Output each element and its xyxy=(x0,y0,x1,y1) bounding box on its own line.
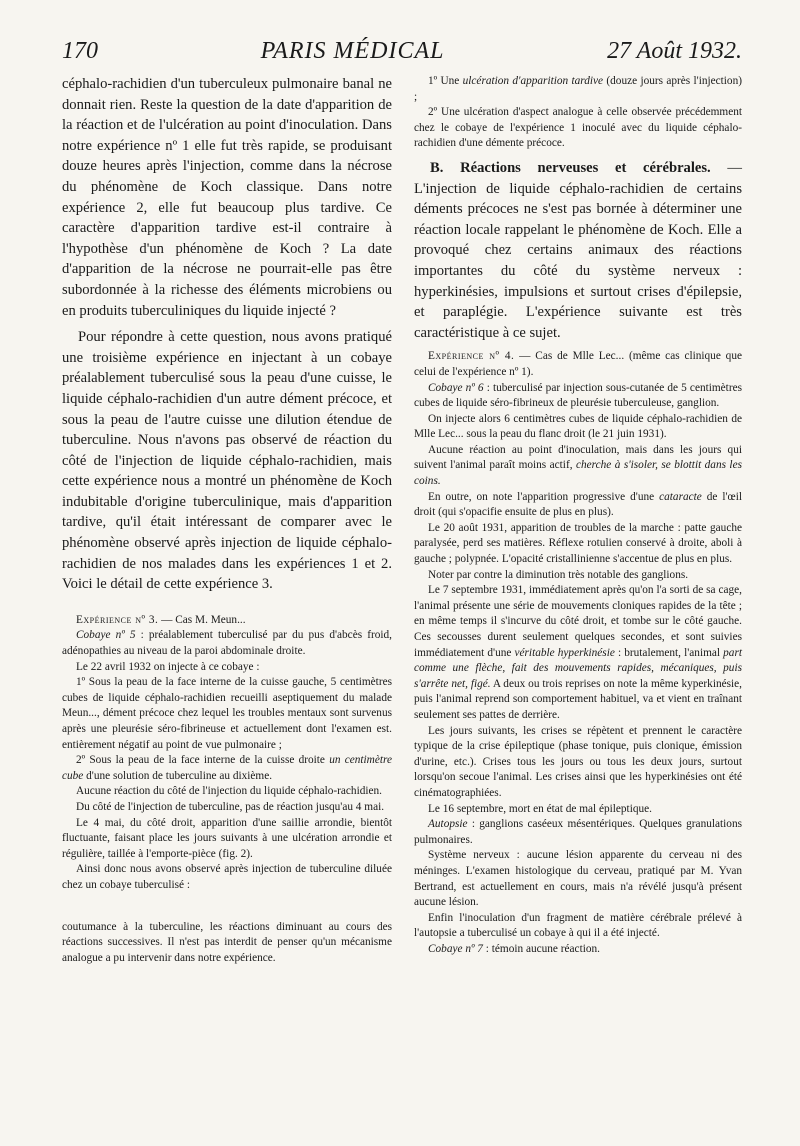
exp3-text-1: Le 22 avril 1932 on injecte à ce cobaye : xyxy=(76,660,260,673)
right-column xyxy=(414,74,742,966)
exp3-text-6: Le 4 mai, du côté droit, apparition d'une saillie arrondie, bientôt fluctuante, faisant place les jours suivants à une ulcération arrondie et régulière, taillée à l'emporte-pièce (fig. 2). xyxy=(62,816,392,860)
left-paragraph-1: céphalo-rachidien d'un tuberculeux pulmonaire banal ne donnait rien. Reste la question de la date d'apparition de la réaction et de l'ulcération au point d'inoculation. Dans notre expérience nº 1 elle fut très rapide, se produisant douze heures après l'injection, comme dans la nécrose du phénomène de Koch classique. Dans notre expérience 2, elle fut beaucoup plus tardive. Ce caractère d'apparition tardive est-il contraire à l'hypothèse d'un phénomène de Koch ? La date d'apparition de la nécrose ne pourrait-elle pas être subordonnée à la richesse des éléments microbiens ou en produits tuberculiniques du liquide injecté ? xyxy=(62,76,392,319)
autopsie-text: : ganglions caséeux mésentériques. Quelques granulations pulmonaires. xyxy=(414,818,742,846)
autopsie-label: Autopsie xyxy=(428,818,468,831)
exp4-text-8: Le 16 septembre, mort en état de mal épileptique. xyxy=(428,802,652,815)
exp4-text-6-emph1: véritable hyperkinésie xyxy=(514,646,615,659)
page-header xyxy=(62,38,742,72)
result-2: 2º Une ulcération d'aspect analogue à celle observée précédemment chez le cobaye de l'expérience 1 inoculé avec du liquide céphalo-rachidien d'une démente précoce. xyxy=(414,106,742,150)
exp3-text-3b: d'une solution de tuberculine au dixième. xyxy=(83,769,273,782)
experience-3-case: — Cas M. Meun... xyxy=(158,613,246,626)
experience-3-block xyxy=(62,613,392,966)
left-column xyxy=(62,74,392,966)
exp4-text-2a: Aucune réaction au point d'inoculation, mais dans les jours qui suivent l'animal paraît moins actif, xyxy=(414,443,742,472)
cobaye-5-text: : préalablement tuberculisé par du pus d'abcès froid, adénopathies au niveau de la paroi abdominale droite. xyxy=(62,629,392,658)
exp4-text-3-emph: cataracte xyxy=(659,490,702,503)
exp4-text-5: Noter par contre la diminution très notable des ganglions. xyxy=(428,568,689,581)
experience-4-case: — Cas de Mlle Lec... (même cas clinique que celui de l'expérience nº 1). xyxy=(414,350,742,378)
cobaye-7-label: Cobaye nº 7 xyxy=(428,942,483,955)
exp4-text-11: Enfin l'inoculation d'un fragment de matière cérébrale prélevé à l'autopsie a tuberculisé un cobaye à qui il a été injecté. xyxy=(414,911,742,940)
exp3-text-5: Du côté de l'injection de tuberculine, pas de réaction jusqu'au 4 mai. xyxy=(76,800,385,813)
exp4-text-4: Le 20 août 1931, apparition de troubles de la marche : patte gauche paralysée, perd ses matières. Réflexe rotulien conservé à droite, aboli à gauche ; polypnée. L'opacité cristallinienne s'accentue de plus en plus. xyxy=(414,521,742,566)
exp3-text-7: Ainsi donc nous avons observé après injection de tuberculine diluée chez un cobaye tuberculisé : xyxy=(62,863,392,891)
cobaye-5-label: Cobaye nº 5 xyxy=(76,629,136,642)
issue-date: 27 Août 1932. xyxy=(607,38,742,64)
result-1b: (douze jours après l'injection) ; xyxy=(414,75,742,103)
section-b-heading: B. Réactions nerveuses et cérébrales. xyxy=(430,159,711,176)
exp4-text-10: Système nerveux : aucune lésion apparente du cerveau ni des méninges. L'examen histologique du cerveau, pratiqué par M. Yvan Bertrand, est actuellement en cours, mais n'a révélé jusqu'à présent aucune lésion. xyxy=(414,849,742,909)
exp3-text-4: Aucune réaction du côté de l'injection du liquide céphalo-rachidien. xyxy=(76,785,382,798)
result-1-emph: ulcération d'apparition tardive xyxy=(462,75,604,87)
exp4-text-3b: de l'œil droit (qui s'opacifie ensuite de plus en plus). xyxy=(414,490,742,519)
page-number: 170 xyxy=(62,38,98,64)
result-1a: 1º Une xyxy=(428,75,463,87)
exp4-text-1: On injecte alors 6 centimètres cubes de liquide céphalo-rachidien de Mlle Lec... sous la peau du flanc droit (le 21 juin 1931). xyxy=(414,412,742,441)
exp4-text-6a: Le 7 septembre 1931, immédiatement après qu'on l'a sorti de sa cage, l'animal présente une série de mouvements cloniques rapides de la tête ; en même temps il s'incurve du côté droit, et tombe sur le côté gauche. Ces secousses durent seulement quelques secondes, et sont suivies immédiatement d'une xyxy=(414,584,742,659)
exp4-text-3a: En outre, on note l'apparition progressive d'une xyxy=(428,490,660,503)
exp3-text-2: 1º Sous la peau de la face interne de la cuisse gauche, 5 centimètres cubes de liquide céphalo-rachidien recueilli aseptiquement du malade Meun..., dément précoce chez lequel les troubles mentaux sont survenus après une pleurésie séro-fibrineuse et actuellement dont l'examen est. entièrement négatif au point de vue pulmonaire ; xyxy=(62,676,392,751)
experience-4-block xyxy=(414,349,742,957)
journal-title: PARIS MÉDICAL xyxy=(260,38,445,64)
cobaye-7-text: : témoin aucune réaction. xyxy=(482,942,600,955)
journal-page xyxy=(62,38,742,966)
experience-4-label: Expérience nº 4. xyxy=(428,350,515,363)
experience-3-label: Expérience nº 3. xyxy=(76,613,159,626)
exp4-text-6-emph2: part comme une flèche, fait des mouvements rapides, mécaniques, puis s'arrête net, figé. xyxy=(414,646,742,690)
exp4-text-7: Les jours suivants, les crises se répètent et prennent le caractère typique de la crise épileptique (phase tonique, puis clonique, émission d'urine, etc.). Crises tous les jours ou tous les deux jours, surtout lorsqu'on secoue l'animal. Les crises ainsi que les hyperkinésies ont été cinématographiées. xyxy=(414,724,742,799)
cobaye-6-label: Cobaye nº 6 xyxy=(428,381,484,394)
footnote-continuation: coutumance à la tuberculine, les réactions diminuant au cours des réactions successives. Il n'est pas interdit de penser qu'un mécanisme analogue a pu intervenir dans notre expérience. xyxy=(62,920,392,964)
cobaye-6-text: : tuberculisé par injection sous-cutanée de 5 centimètres cubes de liquide séro-fibrineux de pleurésie tuberculeuse, ganglion. xyxy=(414,381,742,410)
two-column-body xyxy=(62,74,742,966)
exp4-text-6c: A deux ou trois reprises on note la même kyperkinésie, puis l'animal reprend son comportement habituel, va et vient en traînant seulement ses pattes de derrière. xyxy=(414,677,742,721)
exp4-text-2-emph: cherche à s'isoler, se blottit dans les coins. xyxy=(414,459,742,488)
left-paragraph-2: Pour répondre à cette question, nous avons pratiqué une troisième expérience en injectant à un cobaye préalablement tuberculisé sous la peau d'une cuisse, le liquide céphalo-rachidien d'un autre dément précoce, et sous la peau de l'autre cuisse une dilution étendue de tuberculine. Nous n'avons pas observé de réaction du côté de l'injection de liquide céphalo-rachidien, mais cette expérience nous a montré un phénomène de Koch indubitable d'origine tuberculinique, mais d'apparition tardive, qu'il était intéressant de comparer avec le phénomène observé après injection de liquide céphalo-rachidien de nos malades dans les expériences 1 et 2. Voici le détail de cette expérience 3. xyxy=(62,329,392,593)
exp3-text-3-emph: un centimètre cube xyxy=(62,754,392,782)
exp3-text-3a: 2º Sous la peau de la face interne de la cuisse droite xyxy=(76,754,330,767)
section-b-text: — L'injection de liquide céphalo-rachidien de certains déments précoces ne s'est pas bornée à déterminer une réaction locale rappelant le phénomène de Koch. Elle a provoqué chez certains animaux des réactions importantes du côté du système nerveux : hyperkinésies, impulsions et surtout crises d'épilepsie, et paraplégie. L'expérience suivante est très caractéristique à ce sujet. xyxy=(414,159,742,341)
exp4-text-6b: : brutalement, l'animal xyxy=(614,646,724,659)
